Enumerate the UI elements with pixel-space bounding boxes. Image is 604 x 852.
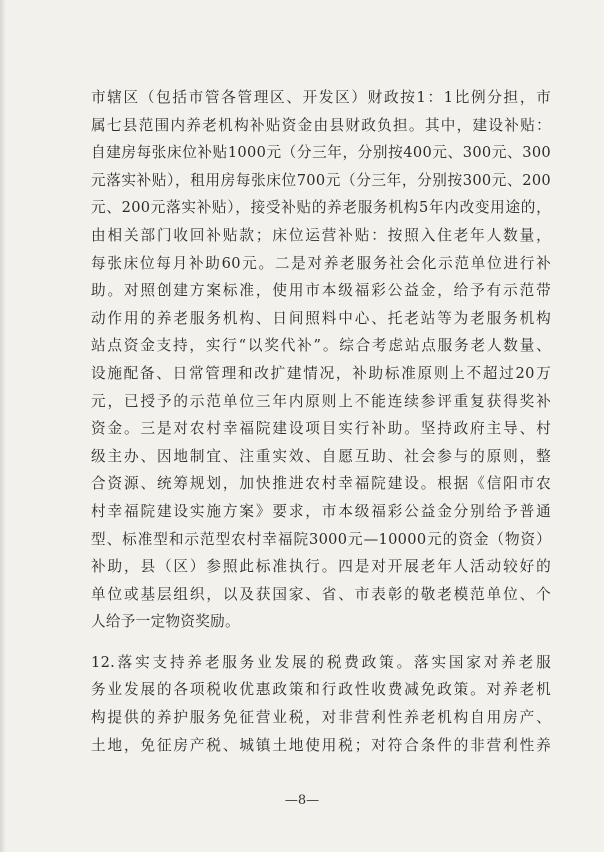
paragraph-2 bbox=[91, 649, 551, 759]
text-line: 村幸福院建设实施方案》要求，市本级福彩公益金分别给予普通 bbox=[91, 502, 551, 520]
text-line: 属七县范围内养老机构补贴资金由县财政负担。其中，建设补贴： bbox=[91, 116, 551, 134]
text-line: 单位或基层组织，以及获国家、省、市表彰的敬老模范单位、个 bbox=[91, 585, 551, 603]
text-line: 型、标准型和示范型农村幸福院3000元—10000元的资金（物资） bbox=[91, 530, 551, 548]
text-line: 设施配备、日常管理和改扩建情况，补助标准原则上不超过20万 bbox=[91, 364, 551, 382]
text-line: 自建房每张床位补贴1000元（分三年，分别按400元、300元、300 bbox=[91, 144, 551, 162]
text-line: 每张床位每月补助60元。二是对养老服务社会化示范单位进行补 bbox=[91, 254, 551, 272]
text-line: 补助，县（区）参照此标准执行。四是对开展老年人活动较好的 bbox=[91, 558, 551, 576]
text-line: 元落实补贴），租用房每张床位700元（分三年，分别按300元、200 bbox=[91, 171, 551, 189]
text-line: 市辖区（包括市管各管理区、开发区）财政按1：1比例分担，市 bbox=[91, 89, 551, 106]
text-line: 元、200元落实补贴），接受补贴的养老服务机构5年内改变用途的， bbox=[91, 199, 551, 217]
text-line: 构提供的养护服务免征营业税，对非营利性养老机构自用房产、 bbox=[91, 709, 551, 727]
body-text bbox=[91, 84, 551, 759]
text-line: 动作用的养老服务机构、日间照料中心、托老站等为老服务机构 bbox=[91, 309, 551, 327]
text-line: 资金。三是对农村幸福院建设项目实行补助。坚持政府主导、村 bbox=[91, 420, 551, 438]
paragraph-1 bbox=[91, 84, 551, 636]
text-line: 土地，免征房产税、城镇土地使用税；对符合条件的非营利性养 bbox=[91, 736, 551, 754]
text-line: 务业发展的各项税收优惠政策和行政性收费减免政策。对养老机 bbox=[91, 681, 551, 699]
page-number: —8— bbox=[284, 793, 320, 808]
paragraph-gap bbox=[91, 636, 551, 649]
text-line: 人给予一定物资奖励。 bbox=[91, 613, 240, 631]
text-line: 助。对照创建方案标准，使用市本级福彩公益金，给予有示范带 bbox=[91, 282, 551, 300]
text-line: 元，已授予的示范单位三年内原则上不能连续参评重复获得奖补 bbox=[91, 392, 551, 410]
text-line: 级主办、因地制宜、注重实效、自愿互助、社会参与的原则，整 bbox=[91, 447, 551, 465]
text-line: 站点资金支持，实行“以奖代补”。综合考虑站点服务老人数量、 bbox=[91, 337, 551, 355]
text-line: 合资源、统筹规划，加快推进农村幸福院建设。根据《信阳市农 bbox=[91, 475, 551, 493]
scan-edge-shadow bbox=[0, 0, 6, 852]
text-line: 12.落实支持养老服务业发展的税费政策。落实国家对养老服 bbox=[91, 653, 551, 671]
text-line: 由相关部门收回补贴款；床位运营补贴：按照入住老年人数量， bbox=[91, 226, 551, 244]
